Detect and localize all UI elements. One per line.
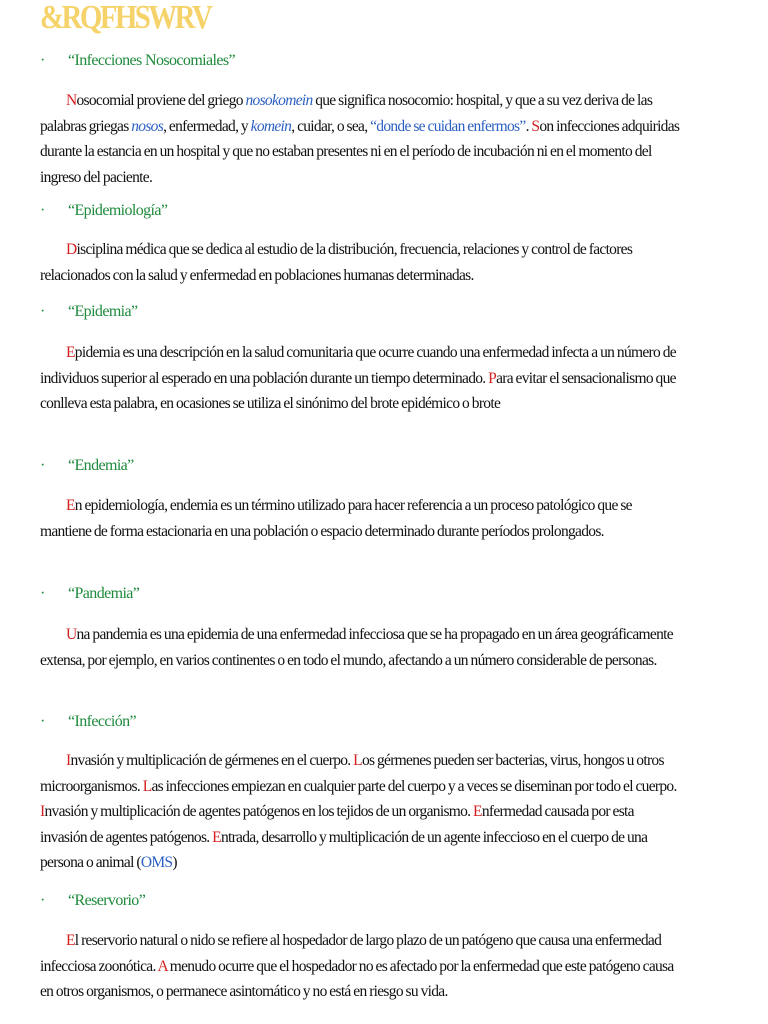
section-title-text: “Infecciones Nosocomiales” [68,52,235,69]
initial-letter: E [473,803,482,820]
initial-letter: A [157,957,168,975]
highlighted-term: “donde se cuidan enfermos” [370,117,526,135]
page-header: &RQFHSWRV [40,0,211,36]
section-title [40,202,167,220]
paragraph-text: que significa nosocomio: hospital, y que a su vez deriva de las palabras griegas [40,92,653,135]
initial-letter: S [531,117,540,135]
section-title-text: “Epidemia” [68,303,138,320]
section-title-text: “Pandemia” [68,585,140,602]
section-title-text: “Reservorio” [68,892,146,909]
bullet: · [40,713,45,730]
paragraph-text: on infecciones adquiridas durante la estancia en un hospital y que no estaban presentes ni en el período de incubación ni en el momento del ingreso del paciente. [40,117,680,186]
paragraph-text: , cuidar, o sea, [291,117,371,135]
paragraph-text: isciplina médica que se dedica al estudio de la distribución, frecuencia, relaciones y control de factores relacionados con la salud y enfermedad en poblaciones humanas determinadas. [40,241,633,284]
initial-letter: P [488,369,497,387]
section-title-text: “Infección” [68,713,137,730]
paragraph-text: ntrada, desarrollo y multiplicación de un agente infeccioso en el cuerpo de una persona o animal ( [40,828,648,871]
paragraph-text: n epidemiología, endemia es un término utilizado para hacer referencia a un proceso patológico que se mantiene de forma estacionaria en una población o espacio determinado durante períodos prolongados. [40,497,632,540]
section-paragraph [40,237,680,288]
initial-letter: I [40,803,45,820]
section-paragraph [40,928,680,1005]
section-paragraph [40,493,680,544]
initial-letter: N [66,92,77,109]
paragraph-text: l reservorio natural o nido se refiere al hospedador de largo plazo de un patógeno que causa una enfermedad infecciosa zoonótica. [40,932,662,975]
paragraph-text: , enfermedad, y [163,117,251,135]
highlighted-term: komein [250,117,292,135]
section-title [40,457,134,475]
paragraph-text: pidemia es una descripción en la salud comunitaria que ocurre cuando una enfermedad infecta a un número de individuos superior al esperado en una población durante un tiempo determinado. [40,344,676,387]
bullet: · [40,303,45,320]
paragraph-text: menudo ocurre que el hospedador no es afectado por la enfermedad que este patógeno causa en otros organismos, o permanece asintomático y no está en riesgo su vida. [40,957,674,1000]
initial-letter: L [142,777,152,795]
section-title [40,585,139,603]
bullet: · [40,585,45,602]
section-paragraph [40,88,680,190]
section-paragraph [40,748,680,876]
paragraph-text: na pandemia es una epidemia de una enfermedad infecciosa que se ha propagado en un área geográficamente extensa, por ejemplo, en varios continentes o en todo el mundo, afectando a un número considerable de personas. [40,626,673,669]
paragraph-text: nvasión y multiplicación de agentes patógenos en los tejidos de un organismo. [44,803,474,820]
highlighted-term: OMS [140,854,173,871]
section-title-text: “Endemia” [68,457,134,474]
paragraph-text: . [525,117,532,135]
section-title [40,52,235,70]
section-paragraph [40,340,680,417]
initial-letter: E [66,344,75,361]
bullet: · [40,52,45,69]
paragraph-text: ) [172,854,177,871]
highlighted-term: nosos [131,117,164,135]
initial-letter: D [66,241,77,258]
section-title [40,303,138,321]
initial-letter: E [212,828,221,846]
bullet: · [40,457,45,474]
paragraph-text: osocomial proviene del griego [76,92,246,109]
paragraph-text: os gérmenes pueden ser bacterias, virus, hongos u otros microorganismos. [40,752,664,795]
paragraph-text: ara evitar el sensacionalismo que conlleva esta palabra, en ocasiones se utiliza el sinónimo del brote epidémico o brote [40,369,676,412]
section-paragraph [40,622,680,673]
paragraph-text: nvasión y multiplicación de gérmenes en el cuerpo. [70,752,354,769]
highlighted-term: nosokomein [245,92,313,109]
paragraph-text: as infecciones empiezan en cualquier parte del cuerpo y a veces se diseminan por todo el cuerpo. [151,777,677,795]
bullet: · [40,202,45,219]
initial-letter: E [66,932,75,949]
section-title [40,713,136,731]
initial-letter: I [66,752,71,769]
initial-letter: L [353,752,362,769]
section-title-text: “Epidemiología” [68,202,168,219]
paragraph-text: nfermedad causada por esta invasión de agentes patógenos. [40,803,634,846]
initial-letter: E [66,497,75,514]
initial-letter: U [66,626,77,643]
section-title [40,892,145,910]
bullet: · [40,892,45,909]
